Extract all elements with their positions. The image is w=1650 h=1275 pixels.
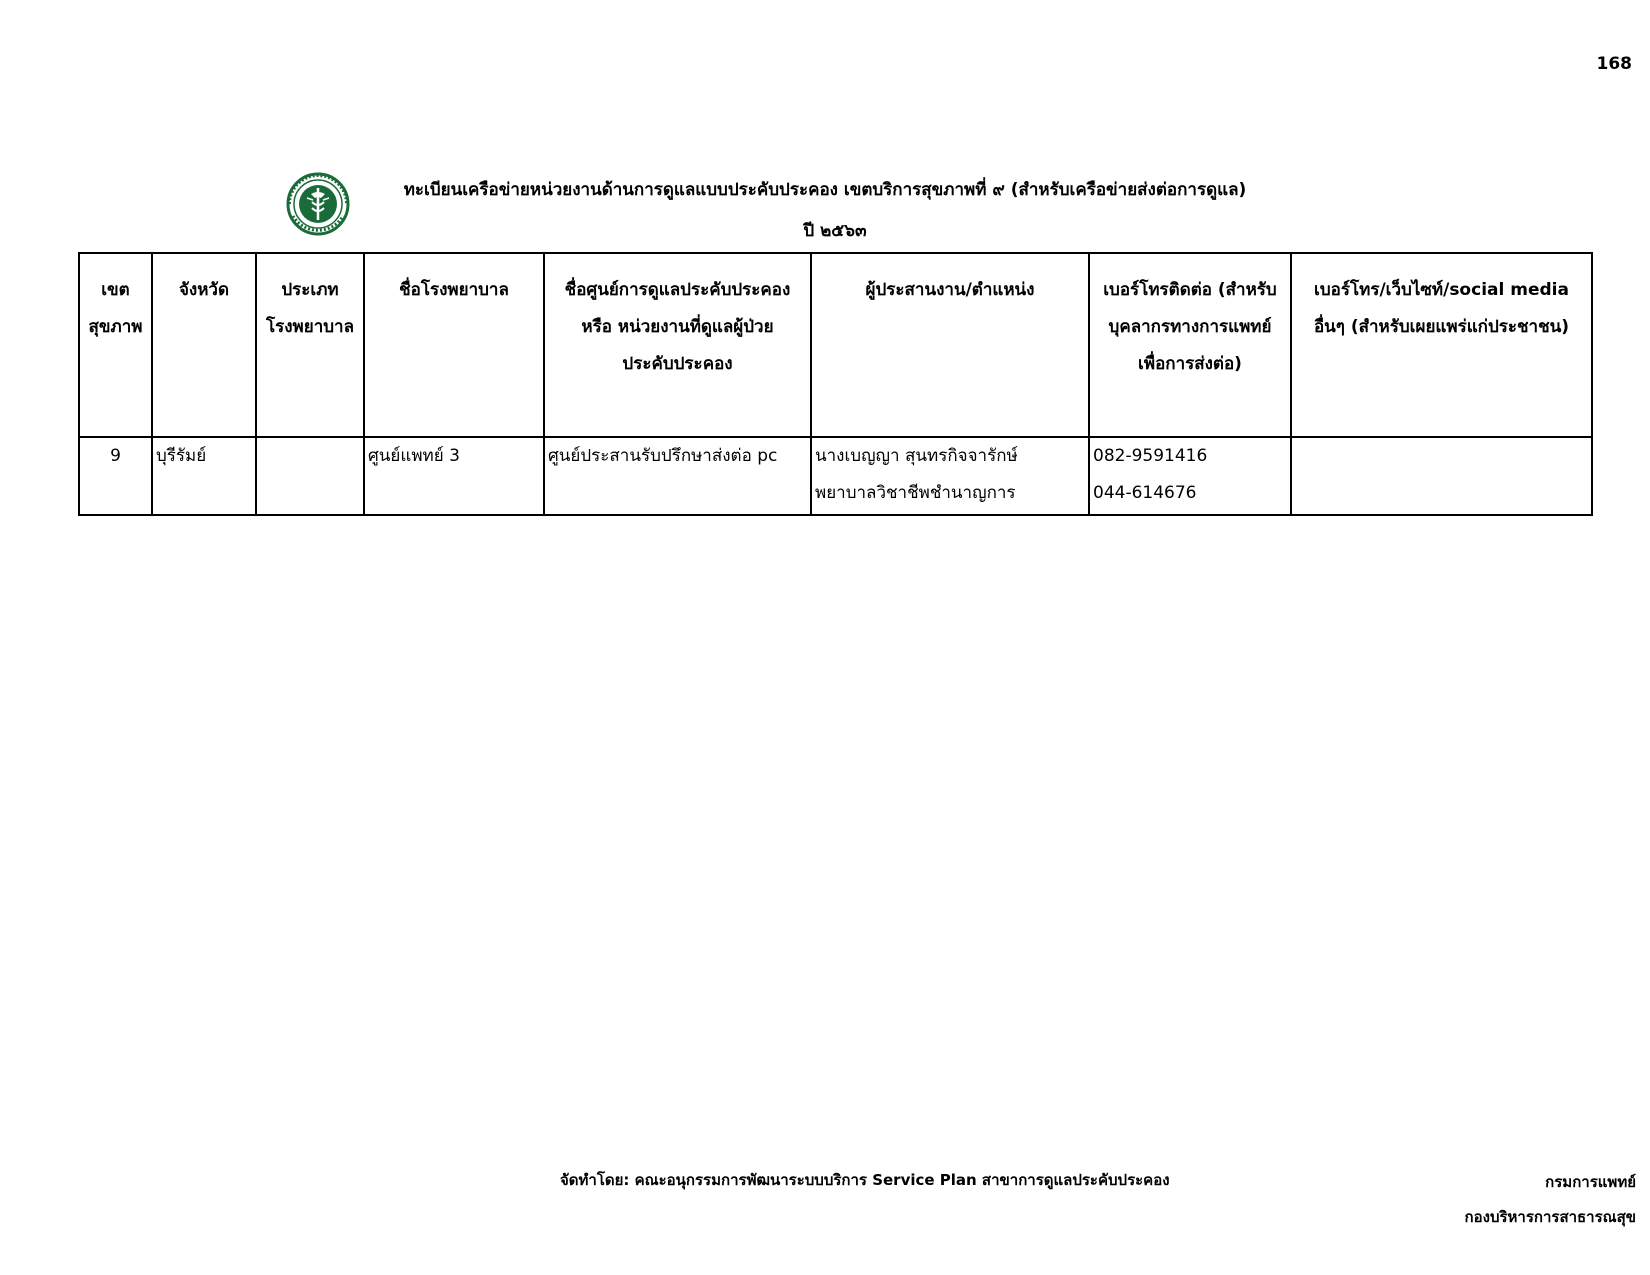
cell-public-contact [1291, 437, 1592, 515]
phone-mobile: 082-9591416 [1093, 446, 1208, 466]
cell-center-name: ศูนย์ประสานรับปรึกษาส่งต่อ pc [544, 437, 811, 515]
column-header-center-name: ชื่อศูนย์การดูแลประคับประคอง หรือ หน่วยงานที่ดูแลผู้ป่วย ประคับประคอง [544, 253, 811, 437]
table-header-row [79, 253, 1592, 437]
cell-hospital-type [256, 437, 364, 515]
ministry-seal-logo-icon [283, 172, 353, 236]
column-header-hospital-name: ชื่อโรงพยาบาล [364, 253, 544, 437]
registry-table [78, 252, 1593, 516]
cell-zone: 9 [79, 437, 152, 515]
column-header-province: จังหวัด [152, 253, 256, 437]
column-header-phone: เบอร์โทรติดต่อ (สำหรับ บุคลากรทางการแพทย์ เพื่อการส่งต่อ) [1089, 253, 1291, 437]
column-header-zone: เขต สุขภาพ [79, 253, 152, 437]
document-title: ทะเบียนเครือข่ายหน่วยงานด้านการดูแลแบบประคับประคอง เขตบริการสุขภาพที่ ๙ (สำหรับเครือข่ายส่งต่อการดูแล) [403, 180, 1247, 200]
footer-prepared-by: จัดทำโดย: คณะอนุกรรมการพัฒนาระบบบริการ Service Plan สาขาการดูแลประคับประคอง [560, 1171, 1170, 1189]
column-header-public-contact: เบอร์โทร/เว็บไซท์/social media อื่นๆ (สำหรับเผยแพร่แก่ประชาชน) [1291, 253, 1592, 437]
coordinator-name: นางเบญญา สุนทรกิจจารักษ์ [815, 446, 1018, 466]
footer-org-line2: กองบริหารการสาธารณสุข [1464, 1208, 1636, 1226]
cell-phone [1089, 437, 1291, 515]
table-row [79, 437, 1592, 515]
coordinator-position: พยาบาลวิชาชีพชำนาญการ [815, 483, 1016, 503]
cell-hospital-name: ศูนย์แพทย์ 3 [364, 437, 544, 515]
footer-org-line1: กรมการแพทย์ [1545, 1173, 1636, 1191]
column-header-hospital-type: ประเภท โรงพยาบาล [256, 253, 364, 437]
phone-office: 044-614676 [1093, 483, 1197, 503]
document-year: ปี ๒๕๖๓ [803, 221, 867, 241]
cell-coordinator [811, 437, 1089, 515]
cell-province: บุรีรัมย์ [152, 437, 256, 515]
column-header-coordinator: ผู้ประสานงาน/ตำแหน่ง [811, 253, 1089, 437]
page-number: 168 [1596, 54, 1632, 74]
